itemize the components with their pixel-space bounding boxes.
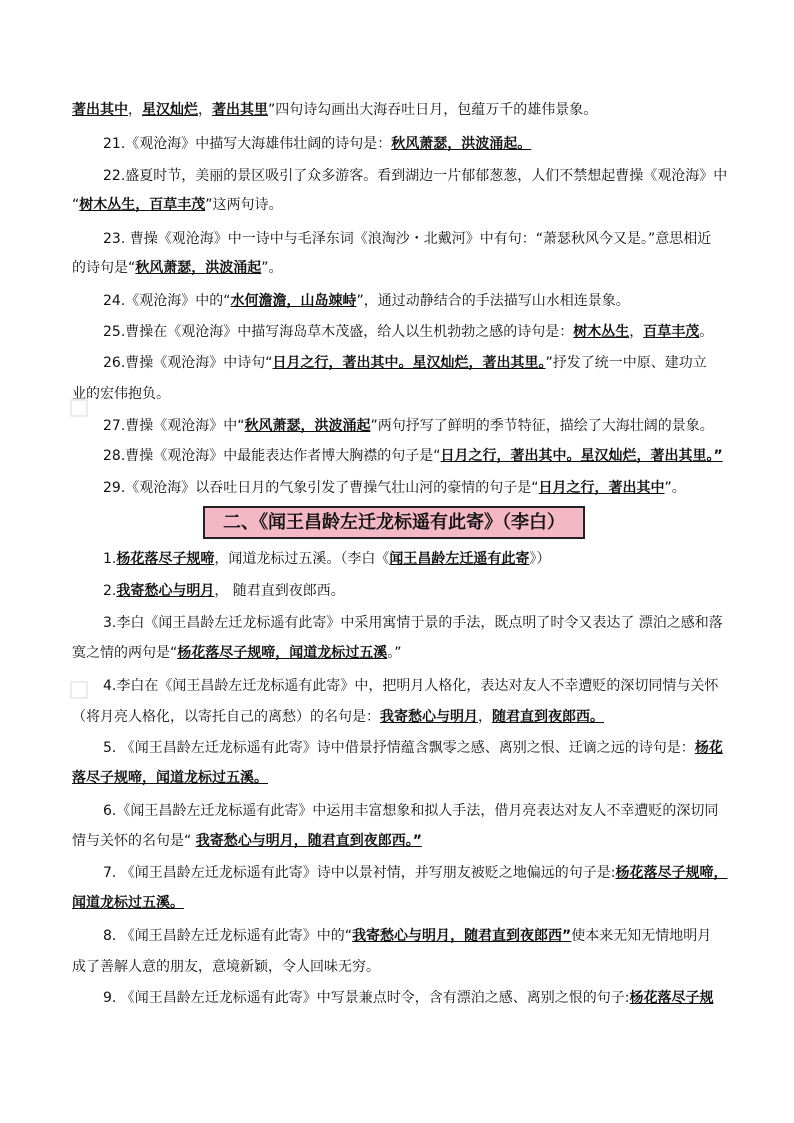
text-line xyxy=(0,676,794,696)
question-text: 24.《观沧海》中的“ xyxy=(103,293,231,309)
question-text: 5. 《闻王昌龄左迁龙标遥有此寄》诗中借景抒情蕴含飘零之感、离别之恨、迁谪之远的诗句是： xyxy=(103,740,695,756)
section-heading: 二、《闻王昌龄左迁龙标遥有此寄》（李白） xyxy=(203,506,585,539)
answer-text: ， xyxy=(450,928,465,944)
answer-text: 杨花落尽子规 xyxy=(629,990,714,1006)
text-line xyxy=(0,707,794,727)
answer-text: 闻王昌龄左迁遥有此寄 xyxy=(389,551,530,567)
text-line xyxy=(0,446,794,466)
question-text: ， xyxy=(198,102,212,118)
question-text: 4.李白在《闻王昌龄左迁龙标遥有此寄》中，把明月人格化，表达对友人不幸遭贬的深切同情与关怀 xyxy=(103,678,719,694)
answer-text: 百草丰茂 xyxy=(643,324,700,340)
answer-text: 秋风萧瑟 xyxy=(244,418,301,434)
text-line xyxy=(0,416,794,436)
question-text: ”。 xyxy=(664,480,686,496)
text-line xyxy=(0,988,794,1008)
answer-text: 落尽子规啼 xyxy=(72,770,142,786)
answer-text: 日月之行 xyxy=(440,448,497,464)
answer-text: 随君直到夜郎西” xyxy=(464,928,572,944)
text-line xyxy=(0,291,794,311)
question-text: ， xyxy=(128,102,142,118)
text-line xyxy=(0,738,794,758)
question-text: 8. 《闻王昌龄左迁龙标遥有此寄》中的“ xyxy=(103,928,353,944)
text-line xyxy=(0,926,794,946)
answer-text: 洪波涌起。 xyxy=(461,136,532,152)
question-text: 21.《观沧海》中描写大海雄伟壮阔的诗句是： xyxy=(103,136,392,152)
answer-text: 我寄愁心与明月 xyxy=(116,583,215,599)
text-line xyxy=(0,831,794,851)
answer-text: ， xyxy=(191,260,206,276)
text-line xyxy=(0,322,794,342)
answer-text: 闻道龙标过五溪 xyxy=(289,645,388,661)
question-text: ”这两句诗。 xyxy=(205,197,283,213)
answer-text: 著出其里。” xyxy=(650,448,723,464)
answer-text: ， xyxy=(300,418,315,434)
answer-text: ， xyxy=(275,645,290,661)
question-text: ”。 xyxy=(261,260,283,276)
answer-text: 杨花落尽子规啼 xyxy=(116,551,215,567)
answer-text: 著出其中 xyxy=(72,102,128,118)
question-text: 2. xyxy=(103,583,117,599)
text-line xyxy=(0,134,794,154)
answer-text: ， xyxy=(496,448,511,464)
answer-text: 闻道龙标过五溪。 xyxy=(72,895,184,911)
question-text: 使本来无知无情地明月 xyxy=(571,928,712,944)
answer-text: ， xyxy=(636,448,651,464)
question-text: 情与关怀的名句是“ xyxy=(72,833,196,849)
question-text: ，闻道龙标过五溪。（李白《 xyxy=(214,551,390,567)
answer-text: 随君直到夜郎西。” xyxy=(307,833,422,849)
answer-text: 杨花落尽子规啼 xyxy=(615,865,714,881)
question-text: 3.李白《闻王昌龄左迁龙标遥有此寄》中采用寓情于景的手法，既点明了时令又表达了 漂泊之感和落 xyxy=(103,615,723,631)
watermark-logo-icon xyxy=(70,680,88,700)
answer-text: 著出其中 xyxy=(342,355,399,371)
question-text: ， 随君直到夜郎西。 xyxy=(214,583,345,599)
question-text: 。” xyxy=(387,645,402,661)
question-text: 25.曹操在《观沧海》中描写海岛草木茂盛，给人以生机勃勃之感的诗句是： xyxy=(103,324,574,340)
text-line xyxy=(0,166,794,186)
question-text: 6.《闻王昌龄左迁龙标遥有此寄》中运用丰富想象和拟人手法，借月亮表达对友人不幸遭贬的深切同 xyxy=(103,803,719,819)
text-line xyxy=(0,258,794,278)
question-text: 成了善解人意的朋友，意境新颖，令人回味无穷。 xyxy=(72,959,380,975)
text-line xyxy=(0,100,794,120)
text-line xyxy=(0,229,794,249)
question-text: ”四句诗勾画出大海吞吐日月，包蕴万千的雄伟景象。 xyxy=(268,102,598,118)
watermark-logo-icon xyxy=(70,398,88,418)
question-text: ， xyxy=(478,709,492,725)
question-text: ”，通过动静结合的手法描写山水相连景象。 xyxy=(356,293,630,309)
question-text: 1. xyxy=(103,551,117,567)
answer-text: 著出其中 xyxy=(608,480,665,496)
answer-text: 树木丛生 xyxy=(573,324,630,340)
answer-text: ， xyxy=(713,865,728,881)
text-line xyxy=(0,353,794,373)
question-text: 业的宏伟抱负。 xyxy=(72,386,170,402)
answer-text: 山岛竦峙 xyxy=(300,293,357,309)
answer-text: 星汉灿烂 xyxy=(142,102,198,118)
answer-text: 我寄愁心与明月 xyxy=(195,833,294,849)
answer-text: ， xyxy=(286,293,301,309)
answer-text: 随君直到夜郎西。 xyxy=(492,709,604,725)
answer-text: 著出其里。 xyxy=(482,355,546,371)
question-text: 27.曹操《观沧海》中“ xyxy=(103,418,245,434)
question-text: 。 xyxy=(699,324,714,340)
answer-text: 树木丛生 xyxy=(79,197,136,213)
answer-text: 我寄愁心与明月 xyxy=(352,928,451,944)
text-line xyxy=(0,768,794,788)
answer-text: 杨花落尽子规啼 xyxy=(177,645,276,661)
answer-text: 著出其里 xyxy=(212,102,268,118)
answer-text: ， xyxy=(328,355,343,371)
question-text: 28.曹操《观沧海》中最能表达作者博大胸襟的句子是“ xyxy=(103,448,441,464)
question-text: “ xyxy=(72,197,80,213)
answer-text: 日月之行 xyxy=(272,355,329,371)
text-line xyxy=(0,478,794,498)
answer-text: 著出其中 xyxy=(510,448,567,464)
text-line xyxy=(0,643,794,663)
answer-text: 杨花 xyxy=(694,740,723,756)
answer-text: 星汉灿烂 xyxy=(580,448,637,464)
text-line xyxy=(0,863,794,883)
answer-text: ， xyxy=(594,480,609,496)
question-text: 的诗句是“ xyxy=(72,260,136,276)
question-text: （将月亮人格化，以寄托自己的离愁）的名句是： xyxy=(72,709,380,725)
answer-text: 洪波涌起 xyxy=(205,260,262,276)
answer-text: ， xyxy=(293,833,308,849)
text-line xyxy=(0,893,794,913)
question-text: 》） xyxy=(529,551,551,567)
text-line xyxy=(0,549,794,569)
text-line xyxy=(0,801,794,821)
answer-text: 百草丰茂 xyxy=(149,197,206,213)
answer-text: 洪波涌起 xyxy=(314,418,371,434)
answer-text: 星汉灿烂 xyxy=(412,355,469,371)
question-text: ”两句抒写了鲜明的季节特征，描绘了大海壮阔的景象。 xyxy=(370,418,714,434)
text-line xyxy=(0,195,794,215)
question-text: ， xyxy=(629,324,644,340)
question-text: 7. 《闻王昌龄左迁龙标遥有此寄》诗中以景衬情，并写朋友被贬之地偏远的句子是: xyxy=(103,865,616,881)
answer-text: 水何澹澹 xyxy=(230,293,287,309)
text-line xyxy=(0,957,794,977)
answer-text: 我寄愁心与明月 xyxy=(380,709,478,725)
answer-text: 。 xyxy=(566,448,581,464)
text-line xyxy=(0,384,794,404)
question-text: 29.《观沧海》以吞吐日月的气象引发了曹操气壮山河的豪情的句子是“ xyxy=(103,480,539,496)
question-text: 寞之情的两句是“ xyxy=(72,645,178,661)
question-text: 26.曹操《观沧海》中诗句“ xyxy=(103,355,273,371)
question-text: 23. 曹操《观沧海》中一诗中与毛泽东词《浪淘沙・北戴河》中有句：“萧瑟秋风今又是。”意思相近 xyxy=(103,231,712,247)
question-text: ”抒发了统一中原、建功立 xyxy=(545,355,707,371)
answer-text: 闻道龙标过五溪。 xyxy=(156,770,268,786)
answer-text: ， xyxy=(135,197,150,213)
answer-text: 。 xyxy=(398,355,413,371)
answer-text: 秋风萧瑟 xyxy=(135,260,192,276)
question-text: 9. 《闻王昌龄左迁龙标遥有此寄》中写景兼点时令，含有漂泊之感、离别之恨的句子: xyxy=(103,990,630,1006)
answer-text: ， xyxy=(447,136,462,152)
answer-text: ， xyxy=(142,770,156,786)
answer-text: 日月之行 xyxy=(538,480,595,496)
text-line xyxy=(0,581,794,601)
question-text: 22.盛夏时节，美丽的景区吸引了众多游客。看到湖边一片郁郁葱葱，人们不禁想起曹操《观沧海》中 xyxy=(103,168,728,184)
answer-text: 秋风萧瑟 xyxy=(391,136,448,152)
answer-text: ， xyxy=(468,355,483,371)
text-line xyxy=(0,613,794,633)
